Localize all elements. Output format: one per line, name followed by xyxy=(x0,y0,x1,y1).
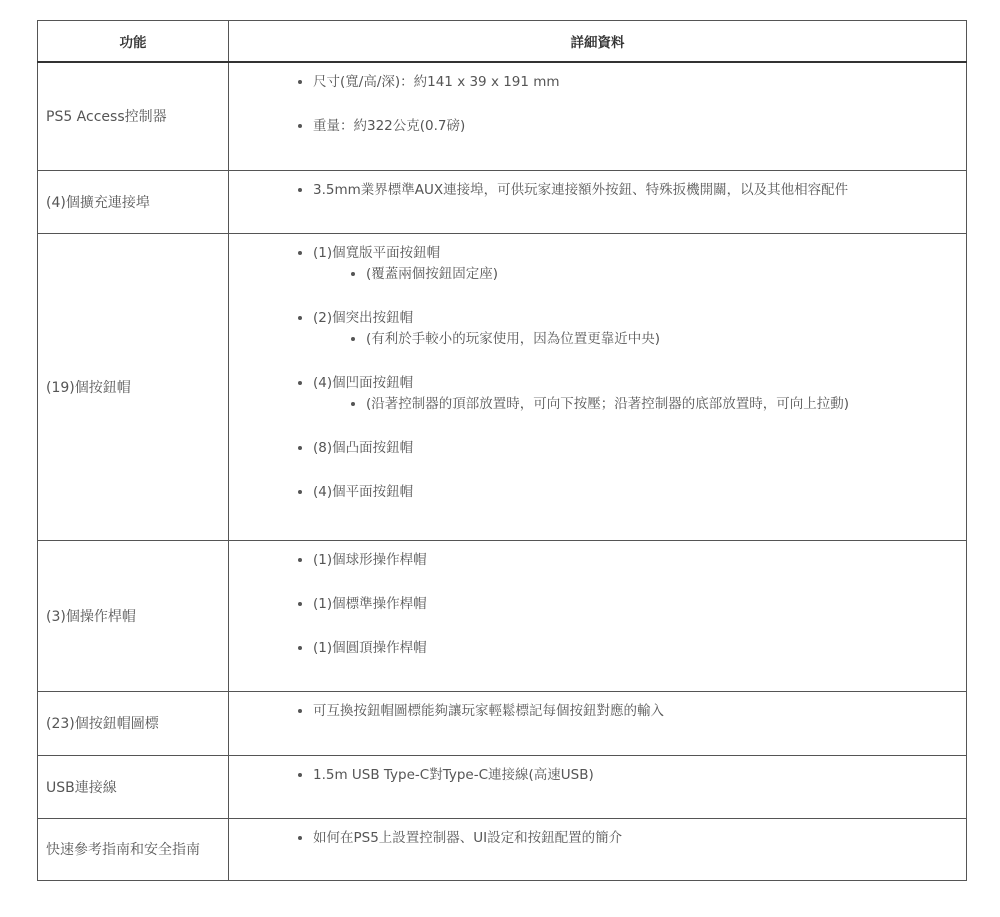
list-item-text: (8)個凸面按鈕帽 xyxy=(313,439,414,456)
feature-cell: 快速參考指南和安全指南 xyxy=(38,818,229,880)
details-cell xyxy=(229,233,967,540)
feature-cell: (19)個按鈕帽 xyxy=(38,233,229,540)
feature-cell: (23)個按鈕帽圖標 xyxy=(38,691,229,755)
details-column-header: 詳細資料 xyxy=(229,21,967,63)
details-cell xyxy=(229,818,967,880)
details-cell xyxy=(229,62,967,170)
list-item-text: (1)個球形操作桿帽 xyxy=(313,551,427,568)
table-row xyxy=(38,540,967,691)
list-item xyxy=(313,828,966,849)
table-row xyxy=(38,755,967,818)
sub-list-item: • (沿著控制器的頂部放置時，可向下按壓；沿著控制器的底部放置時，可向上拉動) xyxy=(366,394,966,415)
details-cell xyxy=(229,755,967,818)
table-row xyxy=(38,691,967,755)
details-cell xyxy=(229,170,967,233)
list-item xyxy=(313,438,966,459)
table-row xyxy=(38,62,967,170)
list-item-text: (1)個標準操作桿帽 xyxy=(313,595,427,612)
table-row xyxy=(38,233,967,540)
feature-column-header: 功能 xyxy=(38,21,229,63)
feature-cell: (4)個擴充連接埠 xyxy=(38,170,229,233)
list-item xyxy=(313,308,966,350)
details-list xyxy=(229,243,966,503)
details-list xyxy=(229,765,966,786)
list-item-text: 1.5m USB Type-C對Type-C連接線(高速USB) xyxy=(313,766,594,783)
list-item xyxy=(313,765,966,786)
sub-list xyxy=(313,394,966,415)
feature-cell: USB連接線 xyxy=(38,755,229,818)
sub-list xyxy=(313,329,966,350)
list-item-text: (4)個平面按鈕帽 xyxy=(313,483,414,500)
sub-list-item: • (有利於手較小的玩家使用，因為位置更靠近中央) xyxy=(366,329,966,350)
details-cell xyxy=(229,691,967,755)
list-item xyxy=(313,72,966,93)
list-item xyxy=(313,243,966,285)
table-row xyxy=(38,170,967,233)
details-list xyxy=(229,701,966,722)
list-item-text: (4)個凹面按鈕帽 xyxy=(313,374,414,391)
feature-cell: (3)個操作桿帽 xyxy=(38,540,229,691)
list-item xyxy=(313,638,966,659)
list-item-text: 如何在PS5上設置控制器、UI設定和按鈕配置的簡介 xyxy=(313,829,623,846)
list-item-text: (1)個圓頂操作桿帽 xyxy=(313,639,427,656)
table-body xyxy=(38,62,967,880)
list-item-text: 重量：約322公克(0.7磅) xyxy=(313,118,466,134)
header-row xyxy=(38,21,967,63)
list-item xyxy=(313,180,966,201)
list-item xyxy=(313,482,966,503)
details-list xyxy=(229,72,966,137)
list-item-text: (2)個突出按鈕帽 xyxy=(313,309,414,326)
list-item xyxy=(313,594,966,615)
list-item xyxy=(313,373,966,415)
list-item xyxy=(313,116,966,137)
list-item xyxy=(313,550,966,571)
specs-table xyxy=(37,20,967,881)
list-item-text: (1)個寬版平面按鈕帽 xyxy=(313,244,441,261)
list-item-text: 可互換按鈕帽圖標能夠讓玩家輕鬆標記每個按鈕對應的輸入 xyxy=(313,702,664,719)
details-list xyxy=(229,828,966,849)
feature-cell: PS5 Access控制器 xyxy=(38,62,229,170)
details-list xyxy=(229,180,966,201)
list-item xyxy=(313,701,966,722)
list-item-text: 尺寸(寬/高/深)：約141 x 39 x 191 mm xyxy=(313,74,560,90)
list-item-text: 3.5mm業界標準AUX連接埠，可供玩家連接額外按鈕、特殊扳機開關，以及其他相容配件 xyxy=(313,181,849,198)
sub-list-item: • (覆蓋兩個按鈕固定座) xyxy=(366,264,966,285)
details-list xyxy=(229,550,966,659)
sub-list xyxy=(313,264,966,285)
details-cell xyxy=(229,540,967,691)
table-row xyxy=(38,818,967,880)
